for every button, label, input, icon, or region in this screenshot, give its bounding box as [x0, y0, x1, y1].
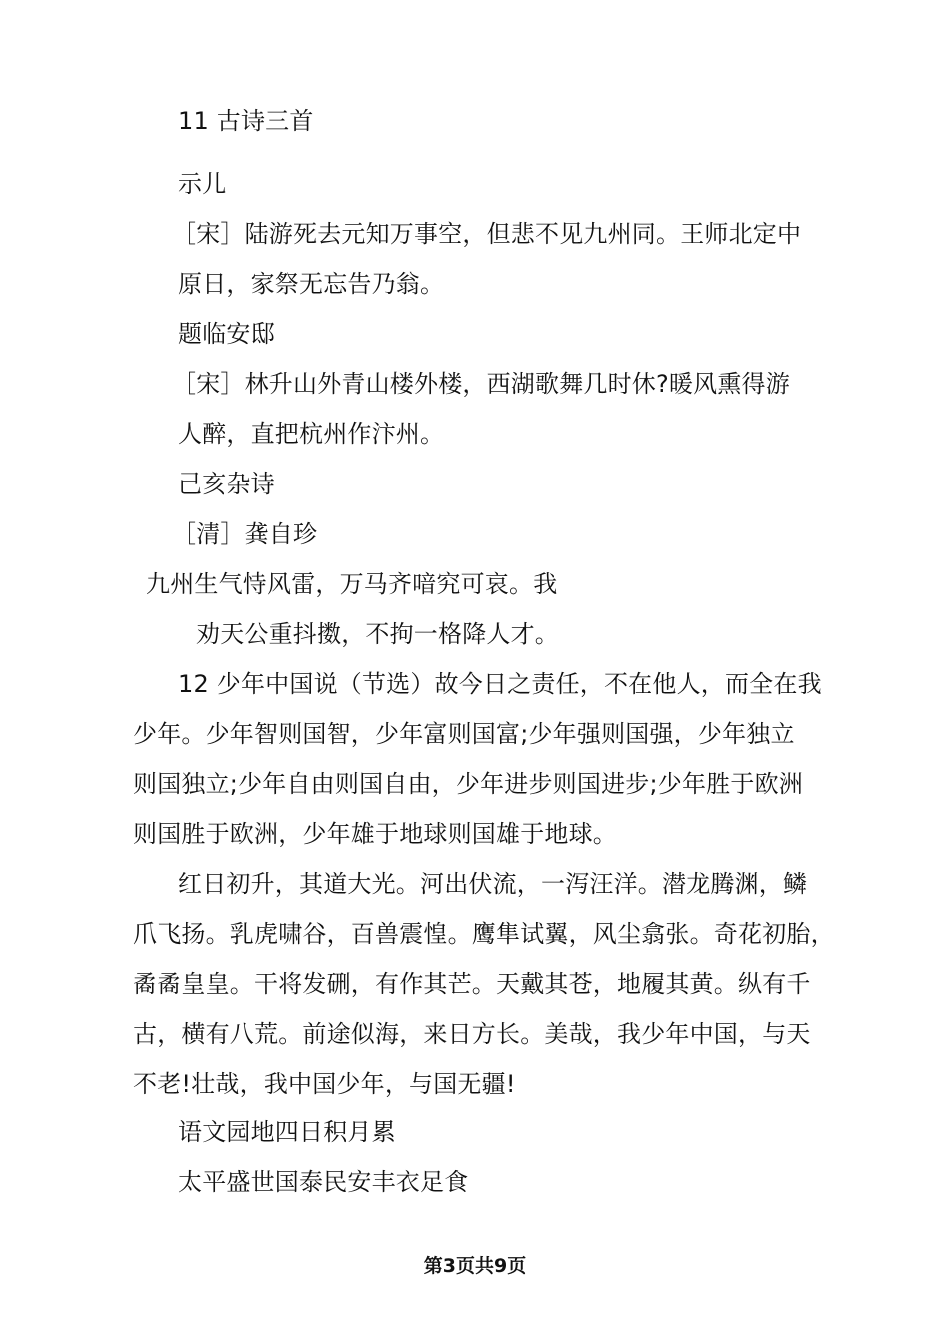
poem-2-title: 题临安邸: [178, 320, 275, 348]
lesson-12-para-1-line-2: 少年。少年智则国智，少年富则国富;少年强则国强，少年独立: [133, 720, 795, 748]
page-footer: 第3页共9页: [423, 1255, 527, 1277]
lesson-12-para-1-line-4: 则国胜于欧洲，少年雄于地球则国雄于地球。: [133, 820, 617, 848]
garden-title: 语文园地四日积月累: [178, 1118, 396, 1146]
lesson-12-para-2-line-2: 爪飞扬。乳虎啸谷，百兽震惶。鹰隼试翼，风尘翕张。奇花初胎，: [133, 920, 835, 948]
poem-2-line-1: ［宋］林升山外青山楼外楼，西湖歌舞几时休?暖风熏得游: [172, 370, 790, 398]
poem-1-line-2: 原日，家祭无忘告乃翁。: [178, 270, 445, 298]
poem-2-line-2: 人醉，直把杭州作汴州。: [178, 420, 445, 448]
lesson-11-heading: 11 古诗三首: [178, 107, 314, 135]
lesson-12-para-2-line-5: 不老!壮哉，我中国少年，与国无疆!: [133, 1070, 516, 1098]
lesson-12-para-1-line-3: 则国独立;少年自由则国自由，少年进步则国进步;少年胜于欧洲: [133, 770, 803, 798]
poem-3-title: 己亥杂诗: [178, 470, 275, 498]
lesson-12-para-2-line-1: 红日初升，其道大光。河出伏流，一泻汪洋。潜龙腾渊，鳞: [178, 870, 808, 898]
poem-3-line-1: 九州生气恃风雷，万马齐喑究可哀。我: [146, 570, 558, 598]
garden-phrase: 太平盛世国泰民安丰衣足食: [178, 1168, 469, 1196]
poem-1-title: 示儿: [178, 170, 227, 198]
lesson-12-para-2-line-4: 古，横有八荒。前途似海，来日方长。美哉，我少年中国，与天: [133, 1020, 811, 1048]
poem-3-line-2: 劝天公重抖擞，不拘一格降人才。: [196, 620, 559, 648]
poem-3-author: ［清］龚自珍: [172, 520, 318, 548]
lesson-12-para-1-line-1: 12 少年中国说（节选）故今日之责任，不在他人，而全在我: [178, 670, 822, 698]
poem-1-line-1: ［宋］陆游死去元知万事空，但悲不见九州同。王师北定中: [172, 220, 802, 248]
lesson-12-para-2-line-3: 矞矞皇皇。干将发硎，有作其芒。天戴其苍，地履其黄。纵有千: [133, 970, 811, 998]
